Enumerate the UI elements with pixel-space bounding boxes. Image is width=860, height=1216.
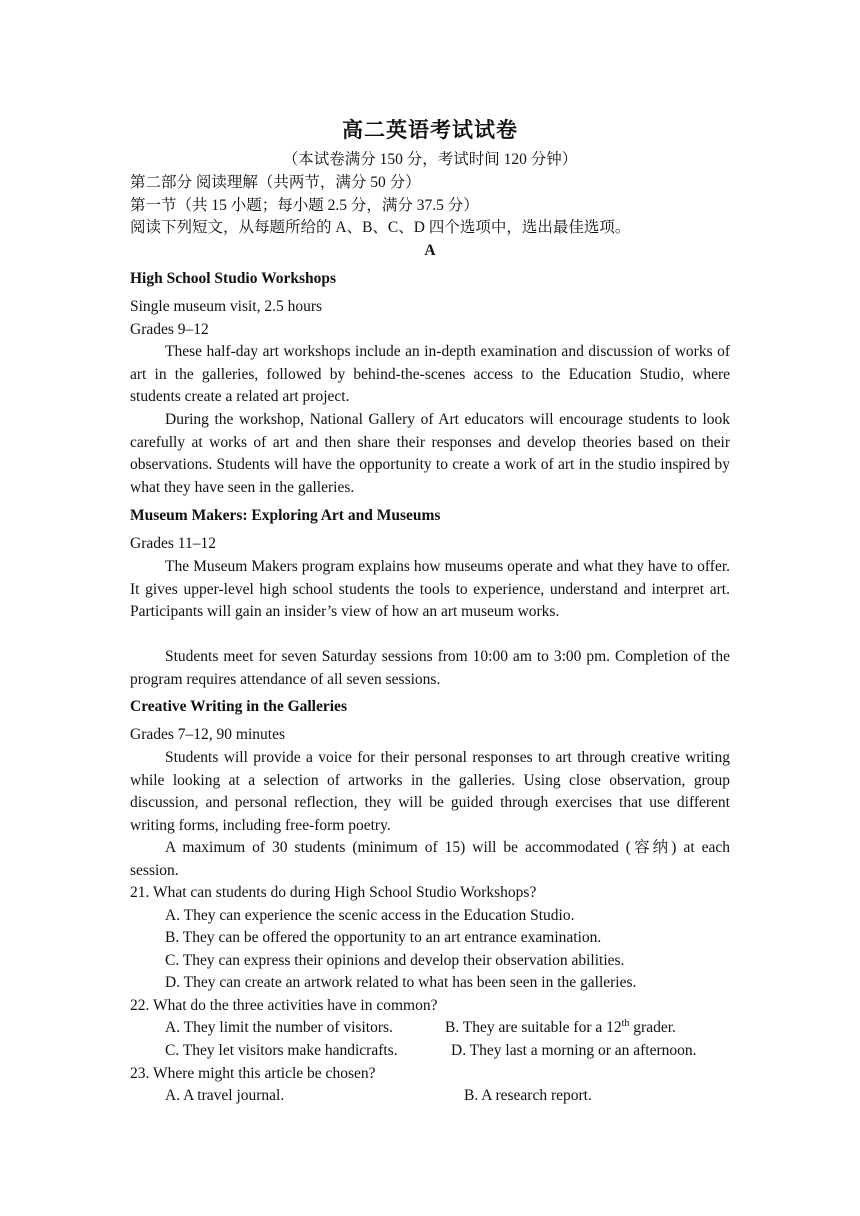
answer-option: A. They limit the number of visitors. (165, 1019, 393, 1036)
answer-option-text: B. They are suitable for a 12 (445, 1019, 622, 1036)
workshop-meta: Grades 11–12 (130, 535, 216, 552)
answer-option: D. They can create an artwork related to what has been seen in the galleries. (165, 974, 637, 991)
answer-option: A. They can experience the scenic access in the Education Studio. (165, 907, 575, 924)
exam-subtitle: （本试卷满分 150 分，考试时间 120 分钟） (282, 151, 578, 168)
workshop-paragraph: The Museum Makers program explains how museums operate and what they have to offer. It gives upper-level high school students the tools to experience, understand and interpret art. Participants will gain an insider’s view of how an art museum works. (130, 558, 730, 620)
workshop-paragraph: Students meet for seven Saturday sessions from 10:00 am to 3:00 pm. Completion of the program requires attendance of all seven sessions. (130, 648, 730, 688)
part-heading: 第二部分 阅读理解（共两节，满分 50 分） (130, 174, 421, 191)
workshop-paragraph: Students will provide a voice for their personal responses to art through creative writing while looking at a selection of artworks in the galleries. Using close observation, group discussion, and personal reflection, they will be guided through exercises that use different writing forms, including free-form poetry. (130, 749, 730, 834)
question-stem: 21. What can students do during High School Studio Workshops? (130, 884, 537, 901)
answer-option: C. They can express their opinions and develop their observation abilities. (165, 952, 625, 969)
workshop-heading: High School Studio Workshops (130, 270, 337, 287)
workshop-heading: Museum Makers: Exploring Art and Museums (130, 507, 441, 524)
ordinal-suffix: th (621, 1017, 630, 1029)
answer-option: D. They last a morning or an afternoon. (451, 1042, 697, 1059)
answer-option: B. They can be offered the opportunity to an art entrance examination. (165, 929, 602, 946)
workshop-paragraph: During the workshop, National Gallery of Art educators will encourage students to look carefully at works of art and then share their responses and develop theories based on their observations. Students will have the opportunity to create a work of art in the studio inspired by what they have seen in the galleries. (130, 411, 730, 496)
workshop-meta: Grades 9–12 (130, 321, 209, 338)
answer-option: A. A travel journal. (165, 1087, 285, 1104)
question-stem: 22. What do the three activities have in common? (130, 997, 438, 1014)
workshop-paragraph: A maximum of 30 students (minimum of 15) will be accommodated (容纳) at each session. (130, 839, 730, 879)
question-stem: 23. Where might this article be chosen? (130, 1065, 376, 1082)
workshop-paragraph: These half-day art workshops include an in-depth examination and discussion of works of art in the galleries, followed by behind-the-scenes access to the Education Studio, where students create a related art project. (130, 343, 730, 405)
answer-option: B. A research report. (464, 1087, 592, 1104)
answer-option (445, 1017, 676, 1040)
answer-option-text: grader. (629, 1019, 676, 1036)
workshop-meta: Single museum visit, 2.5 hours (130, 298, 323, 315)
page-title: 高二英语考试试卷 (342, 118, 518, 142)
passage-letter: A (424, 242, 436, 259)
answer-option: C. They let visitors make handicrafts. (165, 1042, 398, 1059)
instructions: 阅读下列短文，从每题所给的 A、B、C、D 四个选项中，选出最佳选项。 (130, 219, 631, 236)
section-heading: 第一节（共 15 小题；每小题 2.5 分，满分 37.5 分） (130, 197, 479, 214)
workshop-heading: Creative Writing in the Galleries (130, 698, 347, 715)
workshop-meta: Grades 7–12, 90 minutes (130, 726, 285, 743)
